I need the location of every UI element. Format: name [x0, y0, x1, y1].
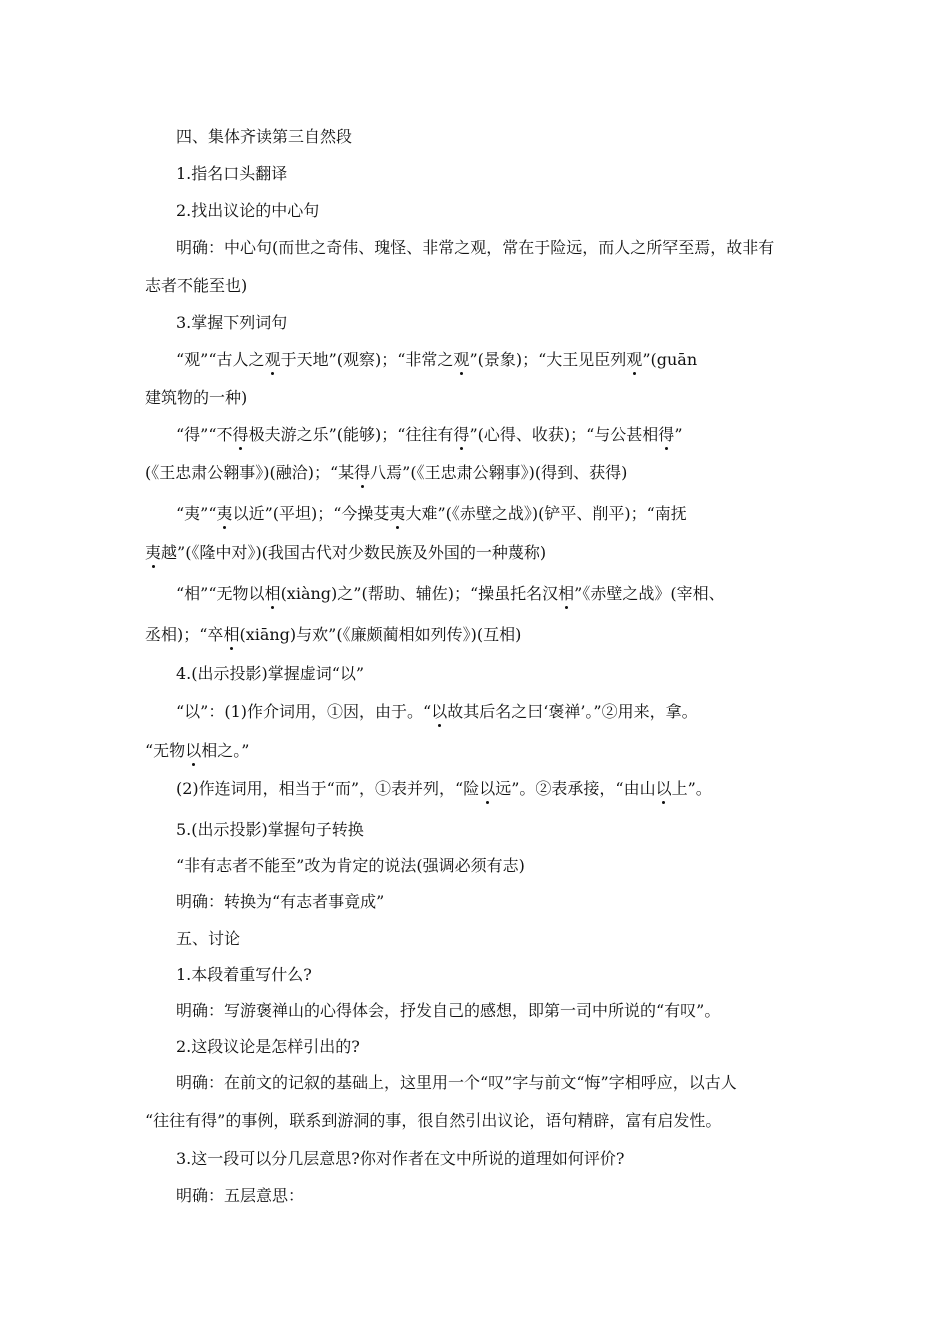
- emphasis-mark: 观: [264, 350, 281, 369]
- discussion-a2: 明确：在前文的记叙的基础上，这里用一个“叹”字与前文“悔”字相呼应，以古人: [176, 1073, 737, 1092]
- emphasis-mark: 得: [453, 425, 470, 444]
- vocab-xiang-cont: 丞相)；“卒相(xiāng)与欢”(《廉颇蔺相如列传》)(互相): [145, 625, 522, 644]
- discussion-q1: 1.本段着重写什么?: [176, 965, 312, 984]
- function-word-yi-2: (2)作连词用，相当于“而”，①表并列，“险以远”。②表承接，“由山以上”。: [176, 779, 712, 798]
- emphasis-mark: 夷: [145, 543, 162, 562]
- item-5: 5.(出示投影)掌握句子转换: [176, 820, 364, 839]
- discussion-a1: 明确：写游褒禅山的心得体会，抒发自己的感想，即第一司中所说的“有叹”。: [176, 1001, 721, 1020]
- vocab-yi-cont: 夷越”(《隆中对》)(我国古代对少数民族及外国的一种蔑称): [145, 543, 547, 562]
- item-3: 3.掌握下列词句: [176, 313, 288, 332]
- emphasis-mark: 相: [558, 584, 575, 603]
- emphasis-mark: 以: [655, 779, 672, 798]
- emphasis-mark: 以: [479, 779, 496, 798]
- function-word-yi-1-cont: “无物以相之。”: [145, 741, 250, 760]
- emphasis-mark: 相: [223, 625, 240, 644]
- discussion-q3: 3.这一段可以分几层意思?你对作者在文中所说的道理如何评价?: [176, 1149, 625, 1168]
- vocab-de: “得”“不得极夫游之乐”(能够)；“往往有得”(心得、收获)；“与公甚相得”: [176, 425, 683, 444]
- discussion-a3: 明确：五层意思：: [176, 1186, 305, 1205]
- emphasis-mark: 相: [264, 584, 281, 603]
- discussion-a2-cont: “往往有得”的事例，联系到游洞的事，很自然引出议论，语句精辟，富有启发性。: [145, 1111, 722, 1130]
- emphasis-mark: 以: [185, 741, 202, 760]
- section-heading-5: 五、讨论: [176, 929, 241, 948]
- sentence-transform: “非有志者不能至”改为肯定的说法(强调必须有志): [176, 856, 525, 875]
- answer-central-sentence-cont: 志者不能至也): [145, 276, 248, 295]
- vocab-xiang: “相”“无物以相(xiàng)之”(帮助、辅佐)；“操虽托名汉相”《赤壁之战》(宰相、: [176, 584, 725, 603]
- item-2: 2.找出议论的中心句: [176, 201, 320, 220]
- emphasis-mark: 观: [626, 350, 643, 369]
- emphasis-mark: 夷: [216, 504, 233, 523]
- section-heading-4: 四、集体齐读第三自然段: [176, 127, 353, 146]
- answer-central-sentence: 明确：中心句(而世之奇伟、瑰怪、非常之观，常在于险远，而人之所罕至焉，故非有: [176, 238, 775, 257]
- emphasis-mark: 得: [658, 425, 675, 444]
- answer-transform: 明确：转换为“有志者事竟成”: [176, 892, 385, 911]
- emphasis-mark: 夷: [389, 504, 406, 523]
- vocab-de-cont: (《王忠肃公翱事》)(融洽)；“某得八焉”(《王忠肃公翱事》)(得到、获得): [145, 463, 628, 482]
- vocab-guan: “观”“古人之观于天地”(观察)；“非常之观”(景象)；“大王见臣列观”(guān: [176, 350, 698, 369]
- emphasis-mark: 观: [453, 350, 470, 369]
- emphasis-mark: 得: [232, 425, 249, 444]
- item-1: 1.指名口头翻译: [176, 164, 288, 183]
- emphasis-mark: 得: [354, 463, 371, 482]
- vocab-guan-cont: 建筑物的一种): [145, 388, 248, 407]
- emphasis-mark: 以: [431, 702, 448, 721]
- function-word-yi-1: “以”：(1)作介词用，①因，由于。“以故其后名之曰‘褒禅’。”②用来，拿。: [176, 702, 698, 721]
- vocab-yi: “夷”“夷以近”(平坦)；“今操芟夷大难”(《赤壁之战》)(铲平、削平)；“南抚: [176, 504, 687, 523]
- discussion-q2: 2.这段议论是怎样引出的?: [176, 1037, 360, 1056]
- item-4: 4.(出示投影)掌握虚词“以”: [176, 664, 365, 683]
